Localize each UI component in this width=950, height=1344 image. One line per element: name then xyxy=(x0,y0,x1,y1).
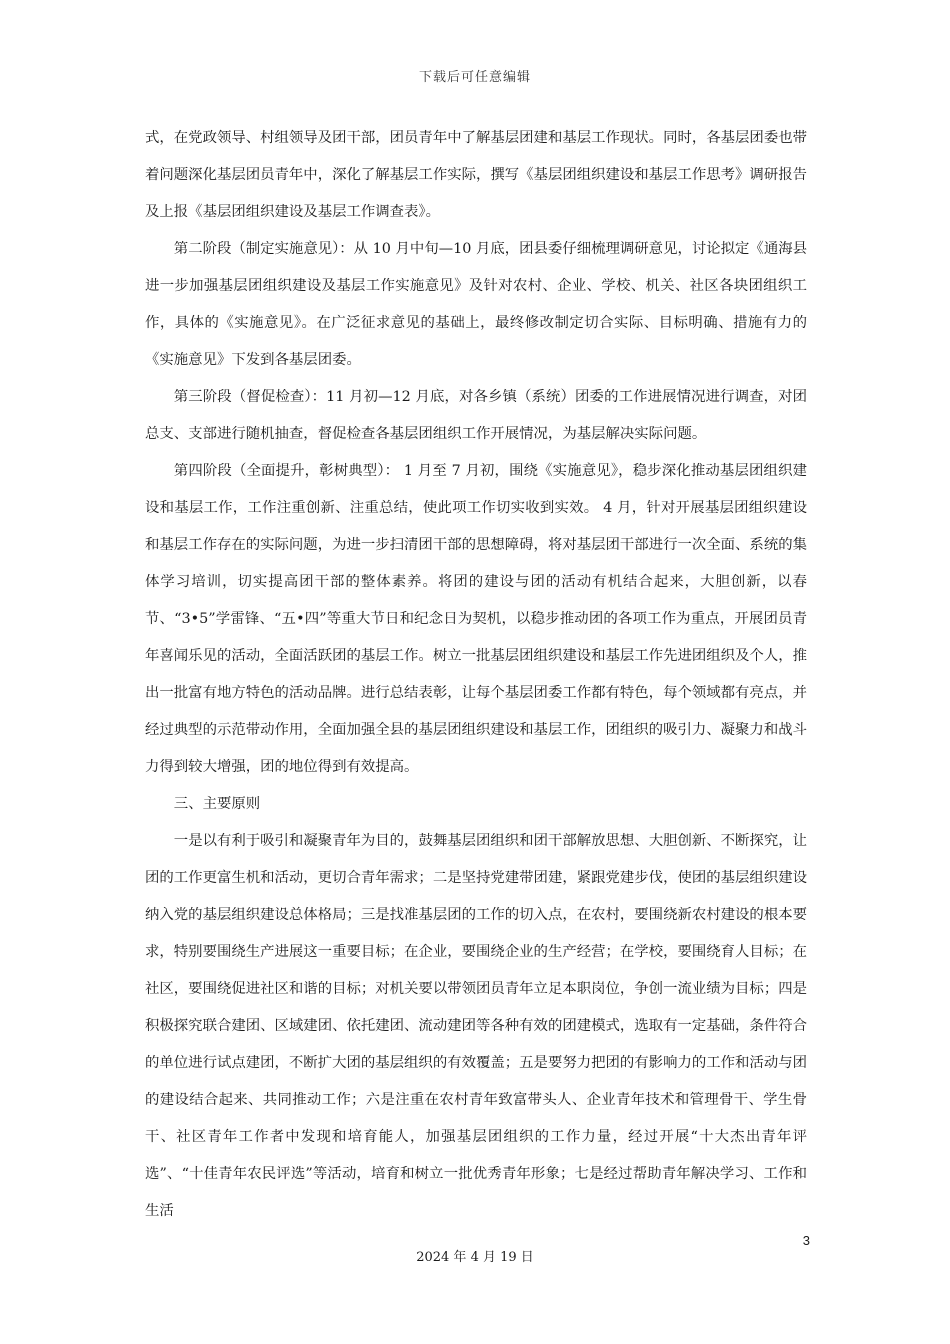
footer-date: 2024 年 4 月 19 日 xyxy=(416,1250,534,1265)
section-heading-principles: 三、主要原则 xyxy=(173,796,261,812)
paragraph-stage-two: 第二阶段（制定实施意见）：从 10 月中旬—10 月底，团县委仔细梳理调研意见，讨论拟定《通海县进一步加强基层团组织建设及基层工作实施意见》及针对农村、企业、学校、机关、社区各块团组织工作，具体的《实施意见》。在广泛征求意见的基础上，最终修改制定切合实际、目标明确、措施有力的《实施意见》下发到各基层团委。 xyxy=(145,241,807,368)
paragraph-stage-three: 第三阶段（督促检查）：11 月初—12 月底，对各乡镇（系统）团委的工作进展情况进行调查，对团总支、支部进行随机抽查，督促检查各基层团组织工作开展情况，为基层解决实际问题。 xyxy=(145,389,807,442)
document-body xyxy=(145,120,807,1230)
page-number: 3 xyxy=(802,1233,810,1248)
paragraph-principles: 一是以有利于吸引和凝聚青年为目的，鼓舞基层团组织和团干部解放思想、大胆创新、不断探究，让团的工作更富生机和活动，更切合青年需求；二是坚持党建带团建，紧跟党建步伐，使团的基层组织建设纳入党的基层组织建设总体格局；三是找准基层团的工作的切入点，在农村，要围绕新农村建设的根本要求，特别要围绕生产进展这一重要目标；在企业，要围绕企业的生产经营；在学校，要围绕育人目标；在社区，要围绕促进社区和谐的目标；对机关要以带领团员青年立足本职岗位，争创一流业绩为目标；四是积极探究联合建团、区域建团、依托建团、流动建团等各种有效的团建模式，选取有一定基础，条件符合的单位进行试点建团，不断扩大团的基层组织的有效覆盖；五是要努力把团的有影响力的工作和活动与团的建设结合起来、共同推动工作；六是注重在农村青年致富带头人、企业青年技术和管理骨干、学生骨干、社区青年工作者中发现和培育能人，加强基层团组织的工作力量，经过开展“十大杰出青年评选”、“十佳青年农民评选”等活动，培育和树立一批优秀青年形象；七是经过帮助青年解决学习、工作和生活 xyxy=(145,833,807,1219)
page-header: 下载后可任意编辑 xyxy=(418,70,531,85)
paragraph-stage-four: 第四阶段（全面提升，彰树典型）： 1 月至 7 月初，围绕《实施意见》，稳步深化推动基层团组织建设和基层工作，工作注重创新、注重总结，使此项工作切实收到实效。 4 月，针对开展基层团组织建设和基层工作存在的实际问题，为进一步扫清团干部的思想障碍，将对基层团干部进行一次全面、系统的集体学习培训，切实提高团干部的整体素养。将团的建设与团的活动有机结合起来，大胆创新，以春节、“3•5”学雷锋、“五•四”等重大节日和纪念日为契机，以稳步推动团的各项工作为重点，开展团员青年喜闻乐见的活动，全面活跃团的基层工作。树立一批基层团组织建设和基层工作先进团组织及个人，推出一批富有地方特色的活动品牌。进行总结表彰，让每个基层团委工作都有特色，每个领域都有亮点，并经过典型的示范带动作用，全面加强全县的基层团组织建设和基层工作，团组织的吸引力、凝聚力和战斗力得到较大增强，团的地位得到有效提高。 xyxy=(145,463,807,775)
paragraph-stage-one-continued: 式，在党政领导、村组领导及团干部，团员青年中了解基层团建和基层工作现状。同时，各基层团委也带着问题深化基层团员青年中，深化了解基层工作实际，撰写《基层团组织建设和基层工作思考》调研报告及上报《基层团组织建设及基层工作调查表》。 xyxy=(145,130,807,220)
